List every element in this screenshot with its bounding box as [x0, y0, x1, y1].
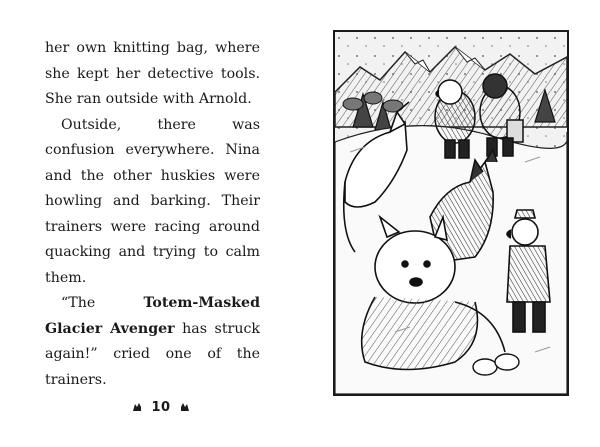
paragraph-3-open: “The — [61, 295, 144, 311]
paragraph-1 — [45, 36, 260, 113]
paw-icon — [131, 401, 143, 413]
page-number: 10 — [151, 399, 171, 415]
body-text — [45, 36, 260, 393]
paragraph-3 — [45, 291, 260, 393]
paragraph-1-text: her own knitting bag, where she kept her detective tools. She ran outside with Arnold. — [45, 40, 260, 107]
paragraph-2-text: Outside, there was confusion everywhere. Nina and the other huskies were howling and barking. Their trainers were racing around quacking and trying to calm them. — [45, 116, 260, 286]
husky-scene-illustration — [335, 32, 567, 394]
paw-icon — [179, 401, 191, 413]
paragraph-2 — [45, 113, 260, 292]
villain-name: Totem-Masked Glacier Avenger — [45, 295, 260, 337]
paragraph-3-close: has struck again!” cried one of the trainers. — [45, 320, 260, 388]
page-footer — [116, 396, 206, 418]
illustration-frame — [333, 30, 569, 396]
